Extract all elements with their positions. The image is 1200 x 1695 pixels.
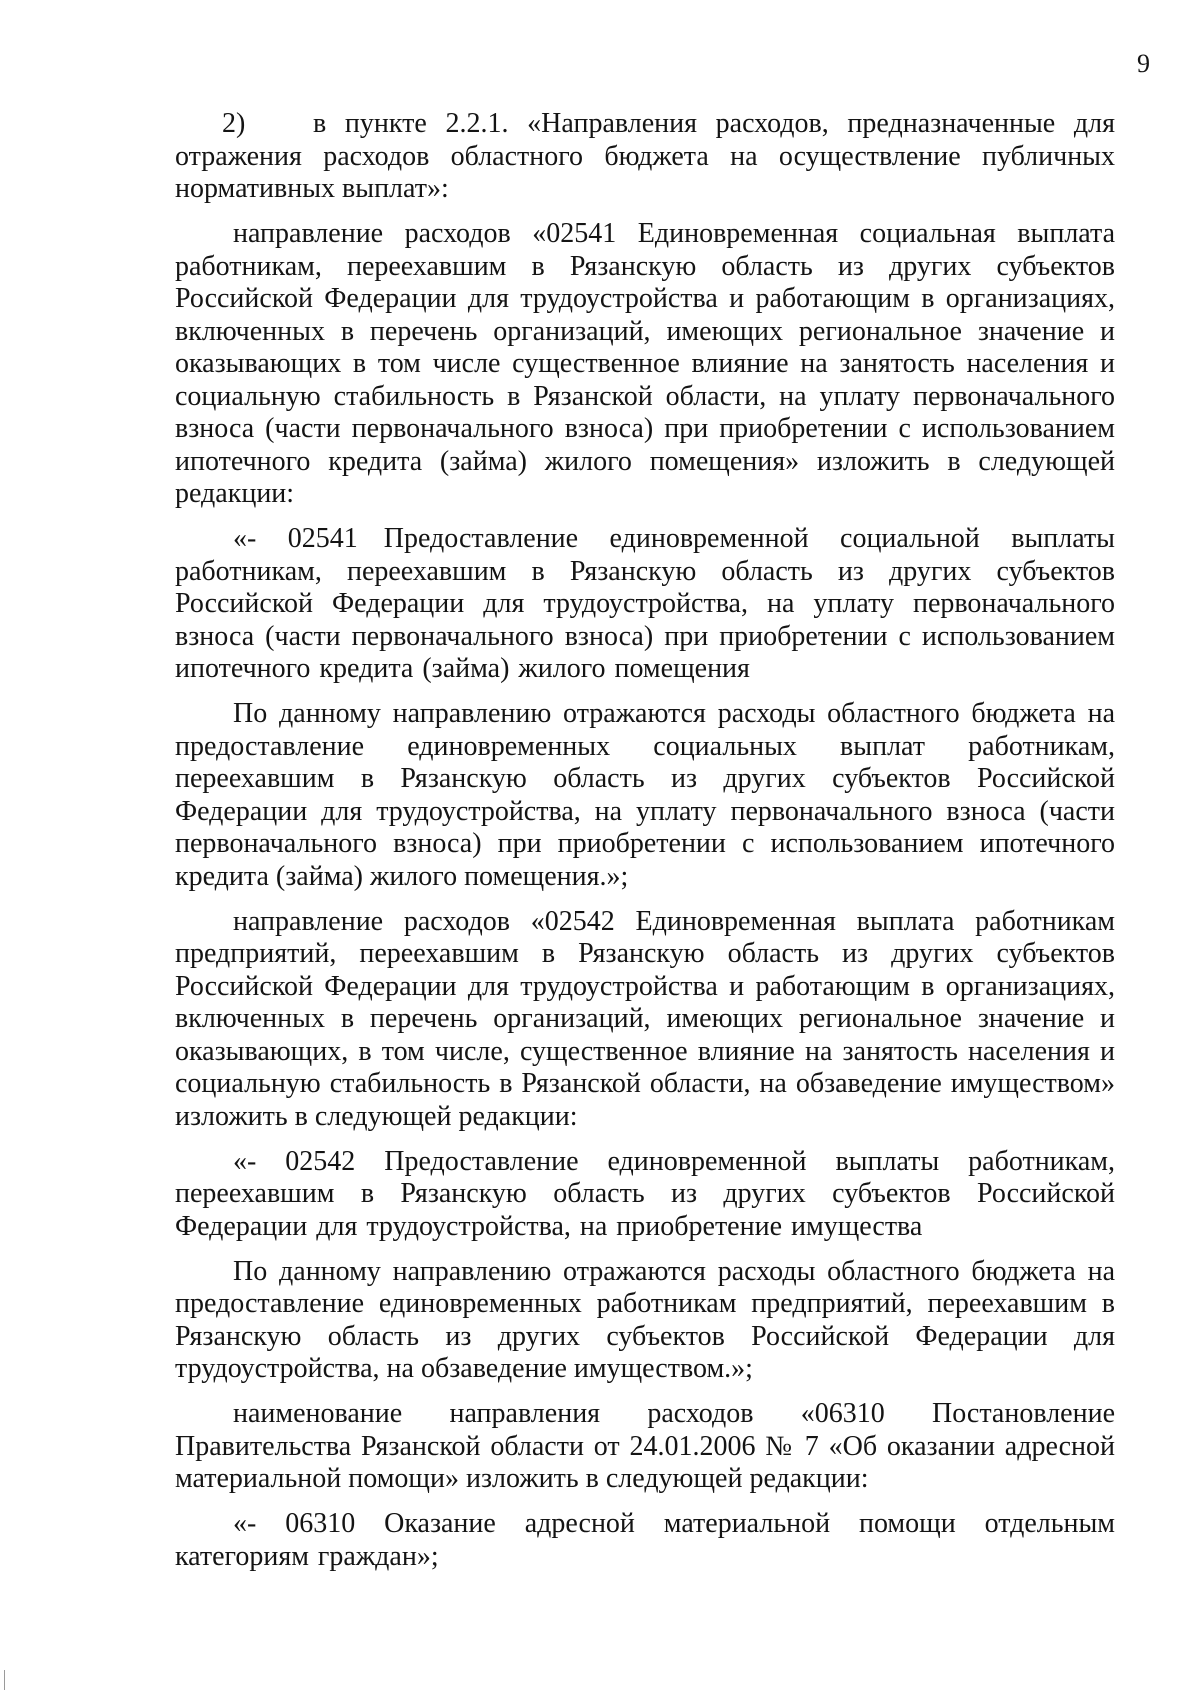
paragraph-02541-heading: направление расходов «02541 Единовременная социальная выплата работникам, переехавшим в Рязанскую область из других субъектов Российской Федерации для трудоустройства и работающим в организациях, включенных в перечень организаций, имеющих региональное значение и оказывающих в том числе существенное влияние на занятость населения и социальную стабильность в Рязанской области, на уплату первоначального взноса (части первоначального взноса) при приобретении с использованием ипотечного кредита (займа) жилого помещения» изложить в следующей редакции: bbox=[175, 218, 1115, 509]
paragraph-text: Предоставление единовременной социальной выплаты работникам, переехавшим в Рязанскую область из других субъектов Российской Федерации для трудоустройства, на уплату первоначального взноса (части первоначального взноса) при приобретении с использованием ипотечного кредита (займа) жилого помещения bbox=[175, 523, 1115, 684]
paragraph-06310-new-title: «- 06310 Оказание адресной материальной помощи отдельным категориям граждан»; bbox=[175, 1508, 1115, 1572]
scan-margin-mark bbox=[4, 1670, 5, 1690]
paragraph-02541-new-title bbox=[175, 523, 1115, 686]
paragraph-item-2-intro bbox=[175, 108, 1115, 206]
paragraph-text: в пункте 2.2.1. «Направления расходов, предназначенные для отражения расходов областного бюджета на осуществление публичных нормативных выплат»: bbox=[175, 108, 1115, 204]
document-body bbox=[175, 108, 1115, 1586]
paragraph-06310-heading: наименование направления расходов «06310 Постановление Правительства Рязанской области от 24.01.2006 № 7 «Об оказании адресной материальной помощи» изложить в следующей редакции: bbox=[175, 1398, 1115, 1494]
paragraph-02541-description: По данному направлению отражаются расходы областного бюджета на предоставление единовременных социальных выплат работникам, переехавшим в Рязанскую область из других субъектов Российской Федерации для трудоустройства, на уплату первоначального взноса (части первоначального взноса) при приобретении с использованием ипотечного кредита (займа) жилого помещения.»; bbox=[175, 698, 1115, 892]
budget-code: «- 02541 bbox=[233, 523, 358, 554]
list-marker: 2) bbox=[222, 108, 246, 139]
paragraph-02542-description: По данному направлению отражаются расходы областного бюджета на предоставление единовременных работникам предприятий, переехавшим в Рязанскую область из других субъектов Российской Федерации для трудоустройства, на обзаведение имуществом.»; bbox=[175, 1255, 1115, 1384]
paragraph-02542-heading: направление расходов «02542 Единовременная выплата работникам предприятий, переехавшим в Рязанскую область из других субъектов Российской Федерации для трудоустройства и работающим в организациях, включенных в перечень организаций, имеющих региональное значение и оказывающих, в том числе, существенное влияние на занятость населения и социальную стабильность в Рязанской области, на обзаведение имуществом» изложить в следующей редакции: bbox=[175, 905, 1115, 1132]
page-number: 9 bbox=[1137, 49, 1150, 78]
paragraph-02542-new-title: «- 02542 Предоставление единовременной выплаты работникам, переехавшим в Рязанскую область из других субъектов Российской Федерации для трудоустройства, на приобретение имущества bbox=[175, 1145, 1115, 1242]
